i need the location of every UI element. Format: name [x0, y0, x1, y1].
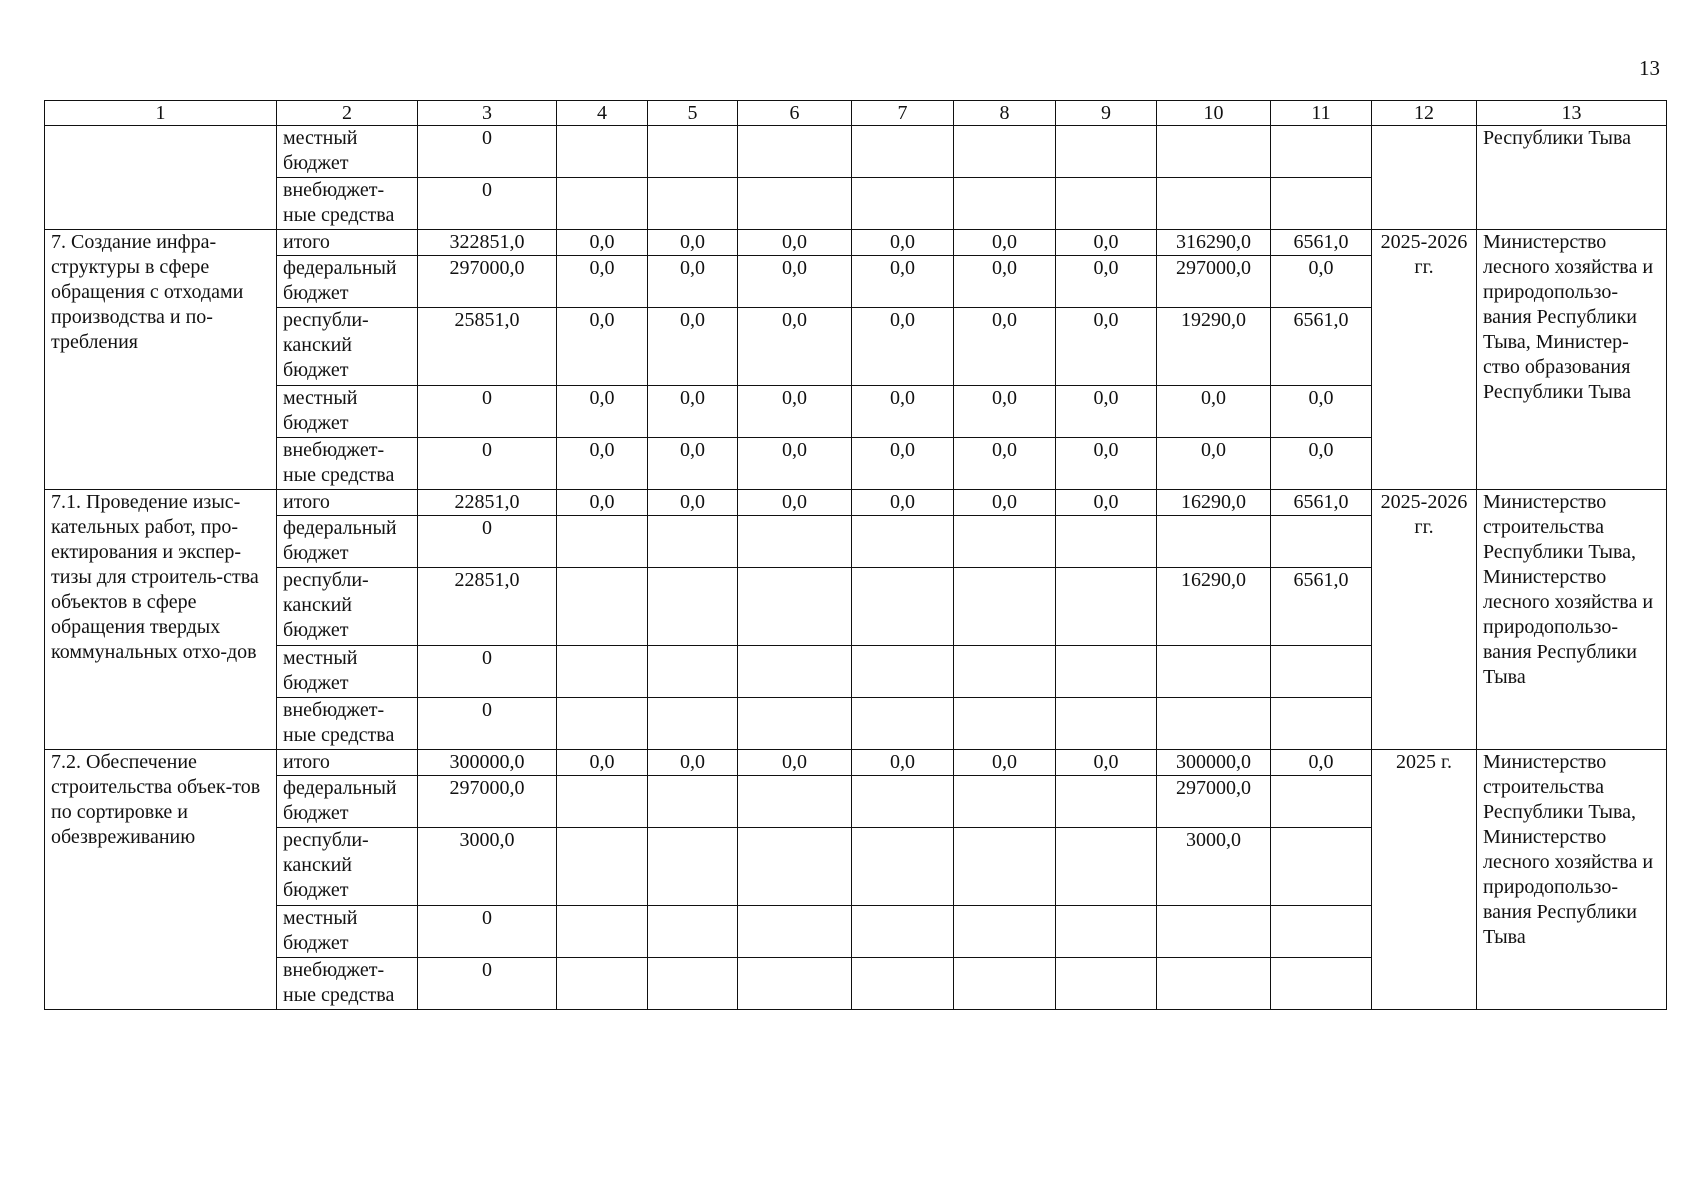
funding-source-cell: внебюджет-ные средства: [277, 438, 418, 490]
amount-cell: [852, 646, 954, 698]
amount-cell: 0,0: [1056, 750, 1157, 776]
amount-cell: [1271, 828, 1372, 906]
amount-cell: [738, 126, 852, 178]
amount-cell: [557, 698, 648, 750]
amount-cell: 0,0: [954, 308, 1056, 386]
amount-cell: [1271, 906, 1372, 958]
amount-cell: 0,0: [738, 750, 852, 776]
term-cell: 2025-2026 гг.: [1372, 230, 1477, 490]
amount-cell: [954, 958, 1056, 1010]
term-cell: [1372, 126, 1477, 230]
amount-cell: [648, 516, 738, 568]
column-number: 12: [1372, 101, 1477, 126]
amount-cell: 0,0: [738, 256, 852, 308]
funding-source-cell: федеральный бюджет: [277, 516, 418, 568]
amount-cell: [738, 646, 852, 698]
page-number: 13: [1639, 56, 1660, 80]
amount-cell: [852, 126, 954, 178]
amount-cell: [1271, 958, 1372, 1010]
funding-source-cell: итого: [277, 230, 418, 256]
amount-cell: [1271, 698, 1372, 750]
amount-cell: [1271, 516, 1372, 568]
amount-cell: [1157, 906, 1271, 958]
column-number: 13: [1477, 101, 1667, 126]
amount-cell: 0,0: [954, 230, 1056, 256]
amount-cell: [557, 958, 648, 1010]
amount-cell: [557, 906, 648, 958]
responsible-cell: Министерство строительства Республики Тыва, Министерство лесного хозяйства и природопользо-вания Республики Тыва: [1477, 750, 1667, 1010]
amount-cell: 0,0: [557, 308, 648, 386]
amount-cell: [648, 698, 738, 750]
column-number: 7: [852, 101, 954, 126]
amount-cell: [648, 776, 738, 828]
amount-cell: 0,0: [852, 308, 954, 386]
amount-cell: 0: [418, 126, 557, 178]
amount-cell: 0,0: [648, 230, 738, 256]
amount-cell: [1056, 828, 1157, 906]
amount-cell: [1157, 646, 1271, 698]
amount-cell: [1056, 516, 1157, 568]
amount-cell: [1056, 126, 1157, 178]
column-number: 11: [1271, 101, 1372, 126]
amount-cell: [852, 776, 954, 828]
amount-cell: 0: [418, 516, 557, 568]
amount-cell: [648, 568, 738, 646]
amount-cell: 0,0: [557, 256, 648, 308]
amount-cell: 297000,0: [418, 776, 557, 828]
column-number: 8: [954, 101, 1056, 126]
amount-cell: [1056, 646, 1157, 698]
amount-cell: [954, 646, 1056, 698]
amount-cell: [1157, 126, 1271, 178]
funding-source-cell: местный бюджет: [277, 906, 418, 958]
amount-cell: 0,0: [1056, 230, 1157, 256]
amount-cell: [648, 828, 738, 906]
amount-cell: 0,0: [738, 386, 852, 438]
amount-cell: 3000,0: [1157, 828, 1271, 906]
amount-cell: 0,0: [738, 308, 852, 386]
amount-cell: 300000,0: [1157, 750, 1271, 776]
amount-cell: 0,0: [852, 438, 954, 490]
amount-cell: 0,0: [1271, 386, 1372, 438]
amount-cell: [1056, 698, 1157, 750]
term-cell: 2025-2026 гг.: [1372, 490, 1477, 750]
measure-name-cell: [45, 126, 277, 230]
amount-cell: [954, 516, 1056, 568]
amount-cell: [1157, 958, 1271, 1010]
amount-cell: 316290,0: [1157, 230, 1271, 256]
amount-cell: [852, 568, 954, 646]
amount-cell: 0,0: [557, 438, 648, 490]
amount-cell: [738, 906, 852, 958]
funding-source-cell: местный бюджет: [277, 126, 418, 178]
amount-cell: 0,0: [1056, 490, 1157, 516]
amount-cell: [557, 516, 648, 568]
amount-cell: 0,0: [1157, 438, 1271, 490]
amount-cell: [954, 776, 1056, 828]
amount-cell: 0,0: [738, 490, 852, 516]
responsible-cell: Республики Тыва: [1477, 126, 1667, 230]
amount-cell: 0,0: [954, 490, 1056, 516]
amount-cell: 0,0: [1056, 308, 1157, 386]
amount-cell: [557, 828, 648, 906]
amount-cell: [852, 516, 954, 568]
amount-cell: 0,0: [1271, 438, 1372, 490]
amount-cell: 16290,0: [1157, 568, 1271, 646]
amount-cell: 0,0: [954, 750, 1056, 776]
amount-cell: [738, 516, 852, 568]
funding-source-cell: итого: [277, 490, 418, 516]
amount-cell: [1056, 958, 1157, 1010]
amount-cell: [648, 958, 738, 1010]
amount-cell: [557, 178, 648, 230]
measure-name-cell: 7. Создание инфра-структуры в сфере обращения с отходами производства и по-требления: [45, 230, 277, 490]
amount-cell: 6561,0: [1271, 568, 1372, 646]
amount-cell: 0,0: [648, 308, 738, 386]
funding-source-cell: местный бюджет: [277, 646, 418, 698]
amount-cell: [1056, 776, 1157, 828]
amount-cell: 0: [418, 698, 557, 750]
table-row: [45, 490, 1667, 516]
amount-cell: [1271, 646, 1372, 698]
amount-cell: [557, 646, 648, 698]
amount-cell: [1056, 906, 1157, 958]
amount-cell: 297000,0: [418, 256, 557, 308]
column-number: 3: [418, 101, 557, 126]
column-number-row: [45, 101, 1667, 126]
amount-cell: 0: [418, 906, 557, 958]
funding-source-cell: внебюджет-ные средства: [277, 958, 418, 1010]
funding-source-cell: республи-канский бюджет: [277, 308, 418, 386]
amount-cell: 16290,0: [1157, 490, 1271, 516]
responsible-cell: Министерство лесного хозяйства и природопользо-вания Республики Тыва, Министер-ство образования Республики Тыва: [1477, 230, 1667, 490]
amount-cell: 0,0: [852, 230, 954, 256]
funding-source-cell: федеральный бюджет: [277, 776, 418, 828]
amount-cell: 0,0: [557, 750, 648, 776]
column-number: 10: [1157, 101, 1271, 126]
funding-source-cell: местный бюджет: [277, 386, 418, 438]
amount-cell: [852, 828, 954, 906]
amount-cell: 22851,0: [418, 568, 557, 646]
amount-cell: [557, 568, 648, 646]
amount-cell: [738, 178, 852, 230]
amount-cell: 0,0: [852, 490, 954, 516]
amount-cell: 0: [418, 178, 557, 230]
amount-cell: 0,0: [954, 256, 1056, 308]
amount-cell: [852, 178, 954, 230]
funding-source-cell: итого: [277, 750, 418, 776]
amount-cell: [954, 126, 1056, 178]
amount-cell: [852, 698, 954, 750]
amount-cell: 0,0: [852, 386, 954, 438]
amount-cell: 0,0: [648, 386, 738, 438]
amount-cell: 0: [418, 386, 557, 438]
amount-cell: 0,0: [738, 438, 852, 490]
amount-cell: [557, 126, 648, 178]
amount-cell: 0,0: [557, 230, 648, 256]
amount-cell: [954, 698, 1056, 750]
amount-cell: [852, 958, 954, 1010]
table-row: [45, 750, 1667, 776]
amount-cell: 0,0: [1056, 256, 1157, 308]
funding-source-cell: республи-канский бюджет: [277, 568, 418, 646]
amount-cell: [852, 906, 954, 958]
amount-cell: 0,0: [557, 490, 648, 516]
funding-source-cell: федеральный бюджет: [277, 256, 418, 308]
amount-cell: 0: [418, 958, 557, 1010]
amount-cell: [1271, 776, 1372, 828]
amount-cell: [648, 646, 738, 698]
amount-cell: 297000,0: [1157, 256, 1271, 308]
amount-cell: 6561,0: [1271, 230, 1372, 256]
amount-cell: 0: [418, 646, 557, 698]
amount-cell: [738, 958, 852, 1010]
amount-cell: [954, 178, 1056, 230]
amount-cell: 0,0: [648, 750, 738, 776]
amount-cell: [1157, 178, 1271, 230]
amount-cell: [1056, 568, 1157, 646]
amount-cell: 3000,0: [418, 828, 557, 906]
amount-cell: [738, 776, 852, 828]
amount-cell: 0,0: [1157, 386, 1271, 438]
amount-cell: 0,0: [852, 256, 954, 308]
responsible-cell: Министерство строительства Республики Тыва, Министерство лесного хозяйства и природопользо-вания Республики Тыва: [1477, 490, 1667, 750]
amount-cell: 297000,0: [1157, 776, 1271, 828]
amount-cell: 0,0: [557, 386, 648, 438]
amount-cell: 0,0: [738, 230, 852, 256]
amount-cell: 0,0: [1056, 438, 1157, 490]
funding-source-cell: внебюджет-ные средства: [277, 698, 418, 750]
amount-cell: 300000,0: [418, 750, 557, 776]
measure-name-cell: 7.1. Проведение изыс-кательных работ, про-ектирования и экспер-тизы для строитель-ства объектов в сфере обращения твердых коммунальных отхо-дов: [45, 490, 277, 750]
amount-cell: 0,0: [1271, 750, 1372, 776]
amount-cell: [648, 126, 738, 178]
amount-cell: 0: [418, 438, 557, 490]
amount-cell: [954, 906, 1056, 958]
amount-cell: 322851,0: [418, 230, 557, 256]
amount-cell: [1157, 516, 1271, 568]
amount-cell: [648, 178, 738, 230]
amount-cell: [738, 698, 852, 750]
amount-cell: 6561,0: [1271, 308, 1372, 386]
amount-cell: 25851,0: [418, 308, 557, 386]
table-row: [45, 230, 1667, 256]
amount-cell: [738, 568, 852, 646]
amount-cell: 6561,0: [1271, 490, 1372, 516]
table-body: [45, 101, 1667, 1010]
column-number: 1: [45, 101, 277, 126]
amount-cell: 0,0: [1056, 386, 1157, 438]
budget-table: [44, 100, 1667, 1010]
amount-cell: 0,0: [852, 750, 954, 776]
amount-cell: [1157, 698, 1271, 750]
amount-cell: [954, 568, 1056, 646]
amount-cell: [557, 776, 648, 828]
amount-cell: 0,0: [648, 490, 738, 516]
amount-cell: 0,0: [648, 438, 738, 490]
column-number: 9: [1056, 101, 1157, 126]
amount-cell: [738, 828, 852, 906]
term-cell: 2025 г.: [1372, 750, 1477, 1010]
amount-cell: [1271, 126, 1372, 178]
amount-cell: 22851,0: [418, 490, 557, 516]
funding-source-cell: внебюджет-ные средства: [277, 178, 418, 230]
amount-cell: [1271, 178, 1372, 230]
amount-cell: [648, 906, 738, 958]
amount-cell: 0,0: [954, 386, 1056, 438]
amount-cell: 0,0: [1271, 256, 1372, 308]
amount-cell: 19290,0: [1157, 308, 1271, 386]
amount-cell: 0,0: [648, 256, 738, 308]
column-number: 5: [648, 101, 738, 126]
column-number: 6: [738, 101, 852, 126]
funding-source-cell: республи-канский бюджет: [277, 828, 418, 906]
column-number: 4: [557, 101, 648, 126]
amount-cell: [1056, 178, 1157, 230]
measure-name-cell: 7.2. Обеспечение строительства объек-тов по сортировке и обезвреживанию: [45, 750, 277, 1010]
table-row: [45, 126, 1667, 178]
column-number: 2: [277, 101, 418, 126]
amount-cell: 0,0: [954, 438, 1056, 490]
amount-cell: [954, 828, 1056, 906]
